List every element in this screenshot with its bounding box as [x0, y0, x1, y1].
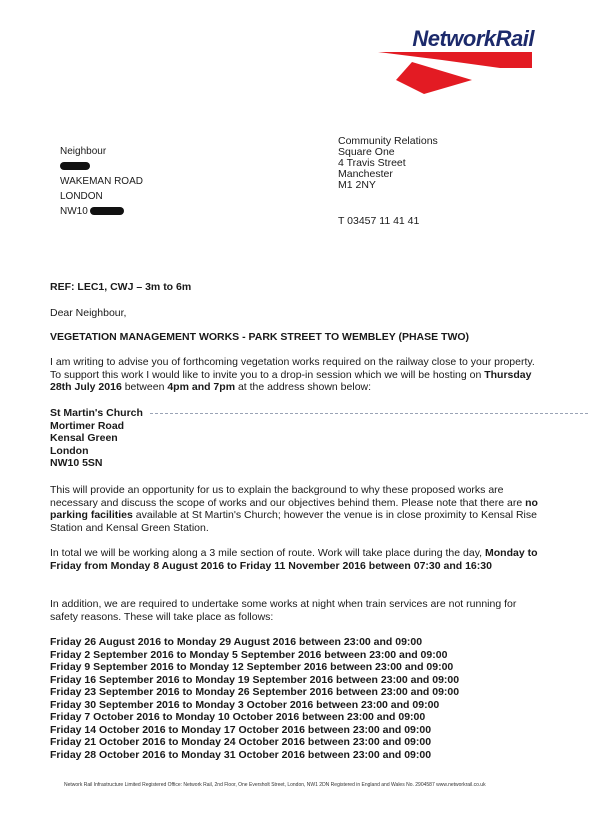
fold-line — [150, 413, 588, 414]
schedule-item: Friday 21 October 2016 to Monday 24 October 2016 between 23:00 and 09:00 — [50, 736, 432, 748]
venue-line-4: London — [50, 444, 89, 457]
recipient-line-1: Neighbour — [60, 146, 107, 157]
venue-line-5: NW10 5SN — [50, 457, 103, 469]
schedule-item: Friday 30 September 2016 to Monday 3 October 2016 between 23:00 and 09:00 — [50, 698, 440, 711]
schedule-item: Friday 28 October 2016 to Monday 31 October 2016 between 23:00 and 09:00 — [50, 748, 432, 761]
venue-line-3: Kensal Green — [50, 432, 118, 444]
day-works-period: Monday to Friday from Monday 8 August 2016 to Friday 11 November 2016 between 07:30 and 16:30 — [50, 547, 538, 572]
logo-double-arrow-icon — [372, 50, 538, 96]
venue-address — [50, 407, 143, 470]
event-date: Thursday 28th July 2016 — [50, 368, 532, 393]
footer-registered-office: Network Rail Infrastructure Limited Registered Office: Network Rail, 2nd Floor, One Eversholt Street, London, NW1 2DN Registered in England and Wales No. 2904587 www.networkrail.co.uk — [64, 782, 486, 788]
schedule-item: Friday 16 September 2016 to Monday 19 September 2016 between 23:00 and 09:00 — [50, 673, 460, 686]
sender-line-1: Community Relations — [338, 135, 438, 147]
recipient-address — [60, 144, 143, 219]
schedule-item: Friday 14 October 2016 to Monday 17 October 2016 between 23:00 and 09:00 — [50, 723, 432, 736]
recipient-redacted — [60, 159, 143, 174]
salutation: Dear Neighbour, — [50, 307, 127, 319]
no-parking-note: no parking facilities — [50, 496, 538, 521]
reference: REF: LEC1, CWJ – 3m to 6m — [50, 281, 192, 293]
sender-line-2: Square One — [338, 146, 395, 158]
recipient-line-3: WAKEMAN ROAD — [60, 176, 143, 187]
network-rail-logo — [372, 26, 538, 96]
paragraph-day-works: In total we will be working along a 3 mile section of route. Work will take place during the day, Monday to Friday from Monday 8 August 2016 to Friday 11 November 2016 between 07:30 and 16:30 — [50, 547, 538, 572]
venue-line-2: Mortimer Road — [50, 419, 125, 432]
paragraph-invitation: I am writing to advise you of forthcoming vegetation works required on the railway close to your property. To support this work I would like to invite you to a drop-in session which we will be hosting on Thursday 28th July 2016 between 4pm and 7pm at the address shown below: — [50, 356, 535, 393]
letter-heading: VEGETATION MANAGEMENT WORKS - PARK STREET TO WEMBLEY (PHASE TWO) — [50, 331, 470, 343]
recipient-line-4: LONDON — [60, 191, 103, 202]
event-time: 4pm and 7pm — [167, 381, 236, 393]
sender-phone: T 03457 11 41 41 — [338, 215, 420, 227]
sender-line-4: Manchester — [338, 168, 393, 180]
night-works-schedule — [50, 636, 459, 761]
schedule-item: Friday 23 September 2016 to Monday 26 September 2016 between 23:00 and 09:00 — [50, 686, 460, 698]
sender-line-5: M1 2NY — [338, 179, 376, 191]
paragraph-background: This will provide an opportunity for us to explain the background to why these proposed works are necessary and discuss the scope of works and our objectives behind them. Please note that there are no parking facilities available at St Martin's Church; however the venue is in close proximity to Kensal Rise Station and Kensal Green Station. — [50, 484, 538, 534]
schedule-item: Friday 26 August 2016 to Monday 29 August 2016 between 23:00 and 09:00 — [50, 636, 423, 648]
schedule-item: Friday 9 September 2016 to Monday 12 September 2016 between 23:00 and 09:00 — [50, 661, 454, 673]
sender-line-3: 4 Travis Street — [338, 157, 406, 169]
venue-line-1: St Martin's Church — [50, 407, 143, 419]
recipient-line-5: NW10 — [60, 204, 143, 219]
paragraph-night-works: In addition, we are required to undertake some works at night when train services are not running for safety reasons. These will take place as follows: — [50, 598, 517, 623]
logo-text: NetworkRail — [412, 26, 534, 51]
schedule-item: Friday 7 October 2016 to Monday 10 October 2016 between 23:00 and 09:00 — [50, 711, 426, 723]
sender-address — [338, 136, 438, 191]
schedule-item: Friday 2 September 2016 to Monday 5 September 2016 between 23:00 and 09:00 — [50, 648, 448, 661]
